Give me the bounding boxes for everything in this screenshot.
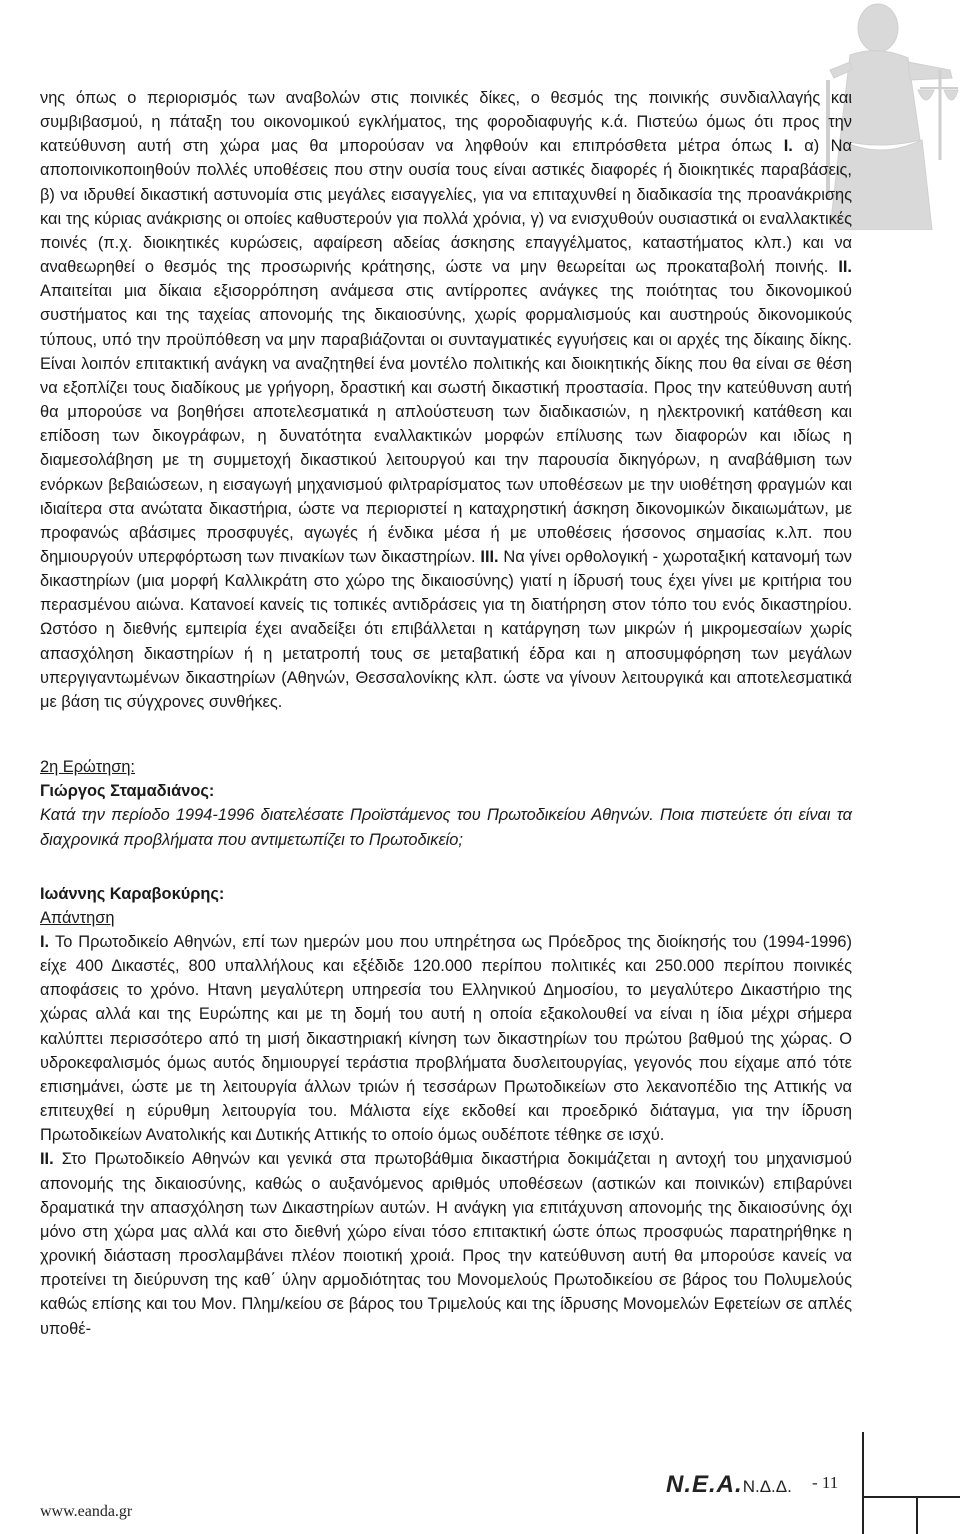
footer-brand: Ν.Ε.Α.Ν.Δ.Δ. [666, 1471, 792, 1498]
roman-numeral-2: II. [838, 258, 852, 277]
footer-divider [916, 1496, 918, 1534]
question-text: Κατά την περίοδο 1994-1996 διατελέσατε Προϊστάμενος του Πρωτοδικείου Αθηνών. Ποια πιστεύετε ότι είναι τα διαχρονικά προβλήματα που αντιμετωπίζει το Πρωτοδικείο; [40, 806, 852, 849]
page-number: - 11 [812, 1473, 839, 1492]
article-body [40, 86, 852, 1341]
paragraph-intro: νης όπως ο περιορισμός των αναβολών στις ποινικές δίκες, ο θεσμός της ποινικής συνδιαλλαγής και συμβιβασμού, η πάταξη του οικονομικού εγκλήματος, της φοροδιαφυγής κ.ά. Πιστεύω όμως ότι προς την κατεύθυνση αυτή στη χώρα μας θα μπορούσαν να ληφθούν και επιπρόσθετα μέτρα όπως I. α) Να αποποινικοποιηθούν πολλές υποθέσεις που στην ουσία τους είναι αστικές διαφορές ή διοικητικές παραβάσεις, β) να ιδρυθεί δικαστική αστυνομία στις μεγάλες εισαγγελίες, για να επιταχυνθεί η διαδικασία της προανάκρισης και της κύριας ανάκρισης οι οποίες καθυστερούν για πολλά χρόνια, γ) να ενισχυθούν ουσιαστικά οι εναλλακτικές ποινές (π.χ. διοικητικές κυρώσεις, αφαίρεση αδείας άσκησης επαγγέλματος, καταστήματος κλπ.) και να αναθεωρηθεί ο θεσμός της προσωρινής κράτησης, ώστε να μην θεωρείται ως προκαταβολή ποινής. II. Απαιτείται μια δίκαια εξισορρόπηση ανάμεσα στις αντίρροπες ανάγκες της ποιότητας του δικονομικού συστήματος και της ταχείας απονομής της δικαιοσύνης, χωρίς φορμαλισμούς και αυστηρούς δικονομικούς τύπους, υπό την προϋπόθεση να μην παραβιάζονται οι συνταγματικές εγγυήσεις και οι αρχές της δίκαιης δίκης. Είναι λοιπόν επιτακτική ανάγκη να αναζητηθεί ένα μοντέλο πολιτικής και διοικητικής δίκης που θα είναι σε θέση να εξοπλίζει τους διαδίκους με γρήγορη, δραστική και σωστή δικαστική προστασία. Προς την κατεύθυνση αυτή θα μπορούσε να βοηθήσει αποτελεσματικά η απλούστευση των διαδικασιών, η ηλεκτρονική κατάθεση και επίδοση των δικογράφων, η δυνατότητα εναλλακτικών μορφών επίλυσης των διαφορών και ιδίως η διαμεσολάβηση με τη συμμετοχή δικαστικού λειτουργού και την παρουσία δικηγόρων, η αναβάθμιση των ενόρκων βεβαιώσεων, η εισαγωγή μηχανισμού φιλτραρίσματος των υποθέσεων με την υιοθέτηση φραγμών και ιδιαίτερα στα ανώτατα δικαστήρια, ώστε να περιοριστεί η καταχρηστική άσκηση δικονομικών δικαιωμάτων, με προφανώς αβάσιμες προσφυγές, αγωγές ή ένδικα μέσα ή με υποθέσεις ήσσονος σημασίας κ.λπ. που δημιουργούν υπερφόρτωση των πινακίων των δικαστηρίων. III. Να γίνει ορθολογική - χωροταξική κατανομή των δικαστηρίων (μια μορφή Καλλικράτη στο χώρο της δικαιοσύνης) γιατί η ίδρυσή τους έχει γίνει με κριτήρια του περασμένου αιώνα. Κατανοεί κανείς τις τοπικές αντιδράσεις για τη διατήρηση στον τόπο του ενός δικαστηρίου. Ωστόσο η διεθνής εμπειρία έχει αναδείξει ότι επιβάλλεται η κατάργηση των μικρών ή μικρομεσαίων χωρίς απασχόληση δικαστηρίων ή η μετατροπή τους σε μεταβατική έδρα και η αποσυμφόρηση των μεγάλων υπεργιγαντωμένων δικαστηρίων (Αθηνών, Θεσσαλονίκης κλπ. ώστε να γίνουν λειτουργικά και αποτελεσματικά με βάση τις σύγχρονες συνθήκες. [40, 89, 853, 711]
answer-paragraph-2: II. Στο Πρωτοδικείο Αθηνών και γενικά στα πρωτοβάθμια δικαστήρια δοκιμάζεται η αντοχή του μηχανισμού απονομής της δικαιοσύνης, καθώς ο αυξανόμενος αριθμός υποθέσεων (αστικών και ποινικών) επιβαρύνει δραματικά την απασχόληση των Δικαστηρίων αυτών. Η ανάγκη για επιτάχυνση απονομής της δικαιοσύνης όχι μόνο στη χώρα μας αλλά και στο διεθνή χώρο είναι τόσο επιτακτική ώστε όπως προσφυώς παρατηρήθηκε η χρονική διάσταση προσλαμβάνει πλέον ποιοτική χροιά. Προς την κατεύθυνση αυτή θα μπορούσε κανείς να προτείνει τη διεύρυνση της καθ΄ ύλην αρμοδιότητας του Μονομελούς Πρωτοδικείου σε βάρος του Πολυμελούς καθώς επίσης και του Μον. Πλημ/κείου σε βάρος του Τριμελούς και της ίδρυσης Μονομελών Εφετείων σε απλές υποθέ- [40, 1150, 852, 1338]
answer-roman-2: II. [40, 1150, 54, 1169]
footer-divider [862, 1496, 960, 1498]
page-footer [0, 1460, 960, 1534]
answer-roman-1: I. [40, 933, 50, 951]
roman-numeral-3: III. [480, 547, 499, 566]
answer-paragraph-1: I. Το Πρωτοδικείο Αθηνών, επί των ημερών μου που υπηρέτησα ως Πρόεδρος της διοίκησής του (1994-1996) είχε 400 Δικαστές, 800 υπαλλήλους και εξέδιδε 120.000 περίπου πολιτικές και 250.000 περίπου ποινικές αποφάσεις το χρόνο. Ητανη μεγαλύτερη υπηρεσία του Ελληνικού Δημοσίου, το μεγαλύτερο Δικαστήριο της χώρας αλλά και της Ευρώπης και με τη δομή του αυτή η οποία εξακολουθεί να είναι η ίδια μέχρι σήμερα καλύπτει περισσότερο από τη μισή δικαστηριακή κίνηση των δικαστηρίων του πρώτου βαθμού της χώρας. Ο υδροκεφαλισμός όμως αυτός δημιουργεί τεράστια προβλήματα δυσλειτουργίας, γεγονός που είχαμε από τότε επισημάνει, ώστε με τη λειτουργία άλλων τριών ή τεσσάρων Πρωτοδικείων στο λεκανοπέδιο της Αττικής να επιτευχθεί η εύρυθμη λειτουργία του. Μάλιστα είχε εκδοθεί και προεδρικό διάταγμα, για την ίδρυση Πρωτοδικείων Ανατολικής και Δυτικής Αττικής το οποίο όμως ουδέποτε τέθηκε σε ισχύ. [40, 933, 852, 1145]
asker-name: Γιώργος Σταμαδιάνος: [40, 782, 215, 801]
roman-numeral-1: I. [783, 137, 793, 156]
footer-divider [862, 1432, 864, 1534]
answer-label: Απάντηση [40, 908, 115, 927]
responder-name: Ιωάννης Καραβοκύρης: [40, 884, 225, 903]
footer-website-link[interactable]: www.eanda.gr [40, 1503, 133, 1520]
question-label: 2η Ερώτηση: [40, 758, 135, 777]
